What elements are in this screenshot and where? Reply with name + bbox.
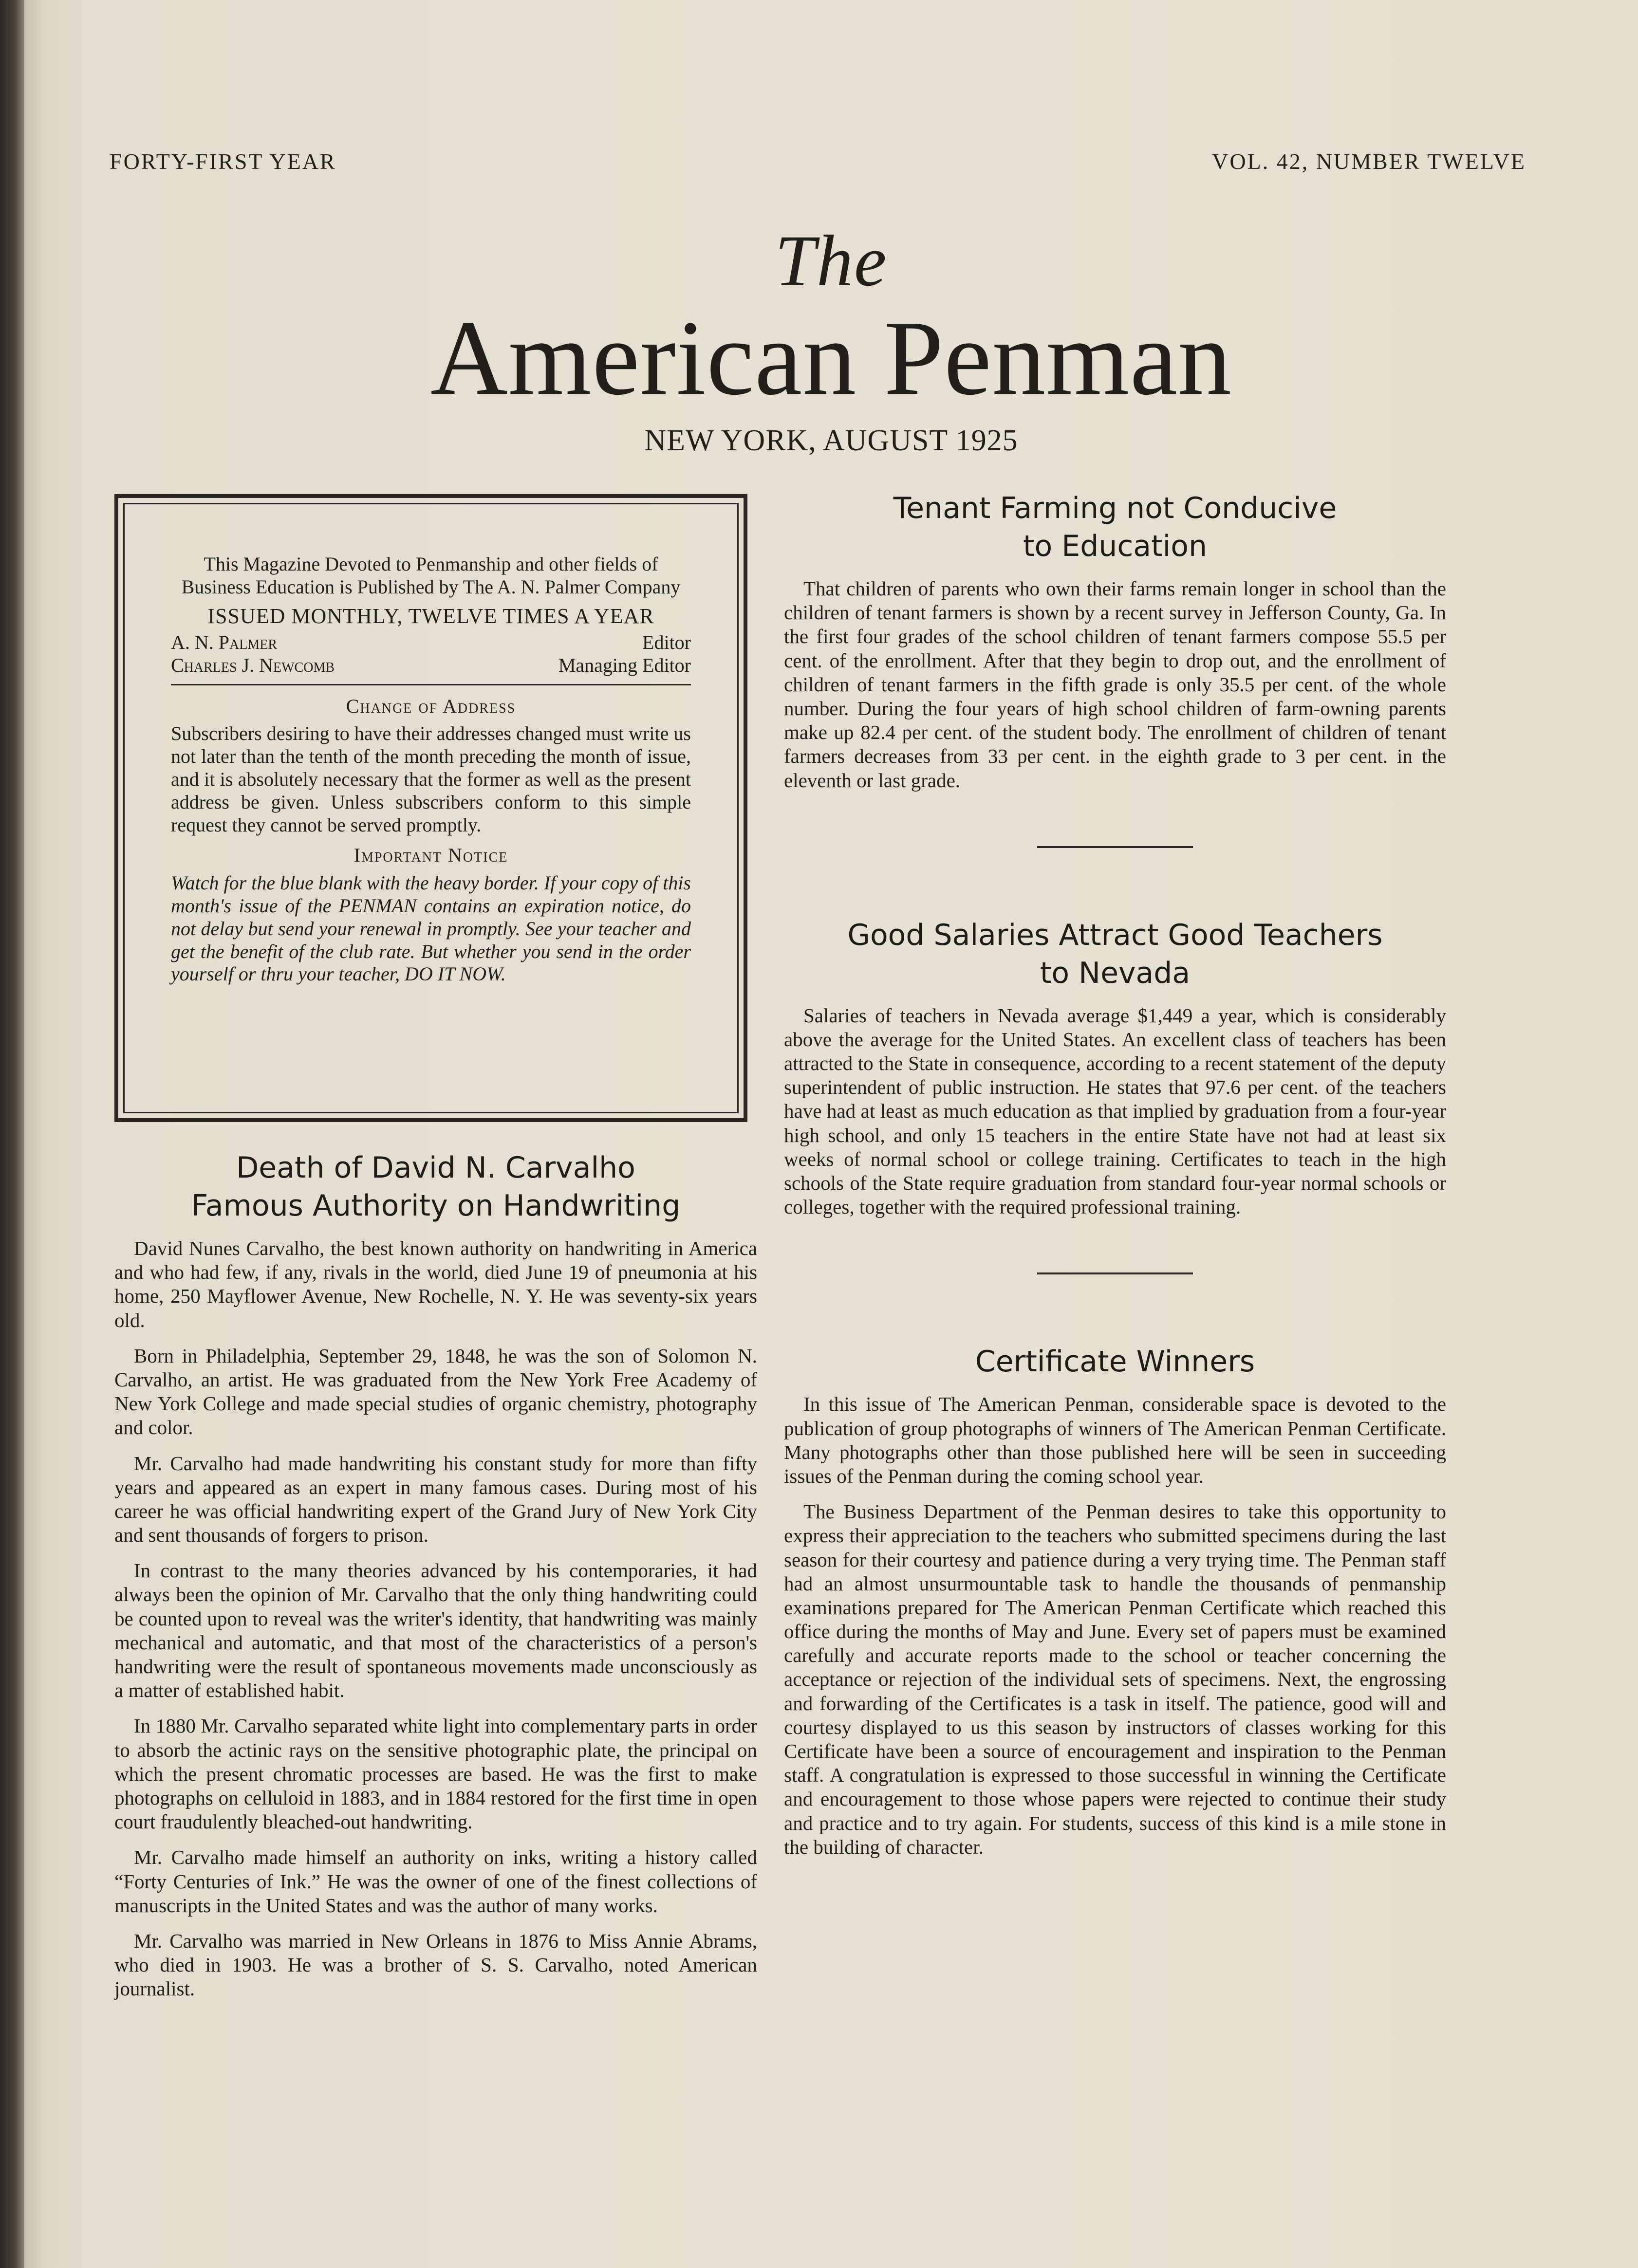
article-paragraph: The Business Department of the Penman desires to take this opportunity to express their appreciation to the teachers who submitted specimens during the last season for their courtesy and patience during a very trying time. The Penman staff had an almost unsurmountable task to handle the thousands of penmanship examinations prepared for The American Penman Certificate which reached this office during the months of May and June. Every set of papers must be examined carefully and accurate reports made to the school or teacher concerning the acceptance or rejection of the individual sets of specimens. Next, the engrossing and forwarding of the Certificates is a task in itself. The patience, good will and courtesy displayed to us this season by instructors of classes working for this Certificate have been a source of encouragement and inspiration to the Penman staff. A congratulation is expressed to those successful in winning the Certificate and encouragement to those whose papers were rejected to continue their study and practice and to try again. For students, success of this kind is a mile stone in the building of character. xyxy=(784,1500,1446,1858)
staff-name: A. N. Palmer xyxy=(171,631,278,654)
article-heading-carvalho xyxy=(114,1149,757,1225)
heading-line: Death of David N. Carvalho xyxy=(236,1151,635,1185)
article-paragraph: David Nunes Carvalho, the best known authority on handwriting in America and who had few, if any, rivals in the world, died June 19 of pneumonia at his home, 250 Mayflower Avenue, New Rochelle, N. Y. He was seventy-six years old. xyxy=(114,1237,757,1331)
article-heading-tenant xyxy=(784,489,1446,565)
right-column xyxy=(784,489,1446,1871)
article-paragraph: Salaries of teachers in Nevada average $1,449 a year, which is considerably above the average for the United States. An excellent class of teachers has been attracted to the State in consequence, according to a recent statement of the deputy superintendent of public instruction. He states that 97.6 per cent. of the teachers have had at least as much education as that implied by graduation from a four-year high school, and only 15 teachers in the entire State have not had at least six weeks of normal school or college training. Certificates to teach in the high schools of the State require graduation from standard four-year normal schools or colleges, together with the required professional training. xyxy=(784,1004,1446,1218)
staff-row xyxy=(171,631,691,654)
article-paragraph: Born in Philadelphia, September 29, 1848, he was the son of Solomon N. Carvalho, an artist. He was graduated from the New York Free Academy of New York College and made special studies of organic chemistry, photography and color. xyxy=(114,1344,757,1439)
box-divider xyxy=(171,684,691,685)
article-paragraph: That children of parents who own their farms remain longer in school than the children of tenant farmers is shown by a recent survey in Jefferson County, Ga. In the first four grades of the school children of tenant farmers compose 55.5 per cent. of the enrollment. After that they begin to drop out, and the enrollment of children of tenant farmers in the fifth grade is only 35.5 per cent. of the whole number. During the four years of high school children of farm-owning parents make up 82.4 per cent. of the student body. The enrollment of children of tenant farmers decreases from 33 per cent. in the eighth grade to 3 per cent. in the eleventh or last grade. xyxy=(784,577,1446,792)
heading-line: to Education xyxy=(1023,529,1208,563)
staff-role: Managing Editor xyxy=(558,654,691,676)
important-notice-text: Watch for the blue blank with the heavy border. If your copy of this month's issue of the PENMAN contains an expiration notice, do not delay but send your renewal in promptly. See your teacher and get the benefit of the club rate. But whether you send in the order yourself or thru your teacher, DO IT NOW. xyxy=(171,872,691,985)
volume-line: VOL. 42, NUMBER TWELVE xyxy=(1212,149,1526,174)
heading-line: Famous Authority on Handwriting xyxy=(191,1189,681,1223)
staff-name: Charles J. Newcomb xyxy=(171,654,335,676)
left-column xyxy=(114,1149,757,2012)
change-address-text: Subscribers desiring to have their addresses changed must write us not later than the tenth of the month preceding the month of issue, and it is absolutely necessary that the former as well as the present address be given. Unless subscribers conform to this simple request they cannot be served promptly. xyxy=(171,722,691,836)
article-paragraph: Mr. Carvalho had made handwriting his constant study for more than fifty years and appeared as an expert in many famous cases. During most of his career he was official handwriting expert of the Grand Jury of New York City and sent thousands of forgers to prison. xyxy=(114,1452,757,1547)
section-divider xyxy=(1037,846,1193,848)
publisher-intro: This Magazine Devoted to Penmanship and other fields of Business Education is Published by The A. N. Palmer Company xyxy=(181,553,681,598)
book-spine xyxy=(0,0,24,2268)
change-address-heading: Change of Address xyxy=(346,695,516,717)
article-heading-salaries xyxy=(784,916,1446,992)
article-paragraph: In 1880 Mr. Carvalho separated white light into complementary parts in order to absorb the actinic rays on the sensitive photographic plate, the principal on which the present chromatic processes are based. He was the first to make photographs on celluloid in 1883, and in 1884 restored for the first time in open court fraudulently bleached-out handwriting. xyxy=(114,1715,757,1833)
important-notice-heading: Important Notice xyxy=(354,844,508,867)
year-line: FORTY-FIRST YEAR xyxy=(110,149,336,174)
dateline: NEW YORK, AUGUST 1925 xyxy=(644,424,1018,457)
heading-line: Certificate Winners xyxy=(975,1345,1255,1379)
section-divider xyxy=(1037,1272,1193,1274)
heading-line: Good Salaries Attract Good Teachers xyxy=(847,918,1383,952)
article-heading-certificate xyxy=(784,1343,1446,1381)
magazine-page xyxy=(24,0,1638,2268)
article-paragraph: Mr. Carvalho made himself an authority on inks, writing a history called “Forty Centuries of Ink.” He was the owner of one of the finest collections of manuscripts in the United States and was the author of many works. xyxy=(114,1846,757,1917)
info-box xyxy=(114,494,747,1122)
article-paragraph: In contrast to the many theories advanced by his contemporaries, it had always been the opinion of Mr. Carvalho that the only thing handwriting could be counted upon to reveal was the writer's identity, that handwriting was mainly mechanical and automatic, and that most of the characteristics of a person's handwriting were the result of spontaneous movements made unconsciously as a matter of established habit. xyxy=(114,1559,757,1702)
title-the: The xyxy=(775,221,888,301)
heading-line: to Nevada xyxy=(1040,956,1191,990)
article-paragraph: Mr. Carvalho was married in New Orleans in 1876 to Miss Annie Abrams, who died in 1903. He was a brother of S. S. Carvalho, noted American journalist. xyxy=(114,1929,757,2000)
staff-role: Editor xyxy=(642,631,691,654)
issue-frequency: ISSUED MONTHLY, TWELVE TIMES A YEAR xyxy=(207,604,654,628)
staff-row xyxy=(171,654,691,677)
page-title: American Penman xyxy=(430,298,1232,417)
info-box-inner xyxy=(123,503,739,1113)
heading-line: Tenant Farming not Conducive xyxy=(893,491,1337,525)
article-paragraph: In this issue of The American Penman, considerable space is devoted to the publication of group photographs of winners of The American Penman Certificate. Many photographs other than those published here will be seen in succeeding issues of the Penman during the coming school year. xyxy=(784,1393,1446,1487)
